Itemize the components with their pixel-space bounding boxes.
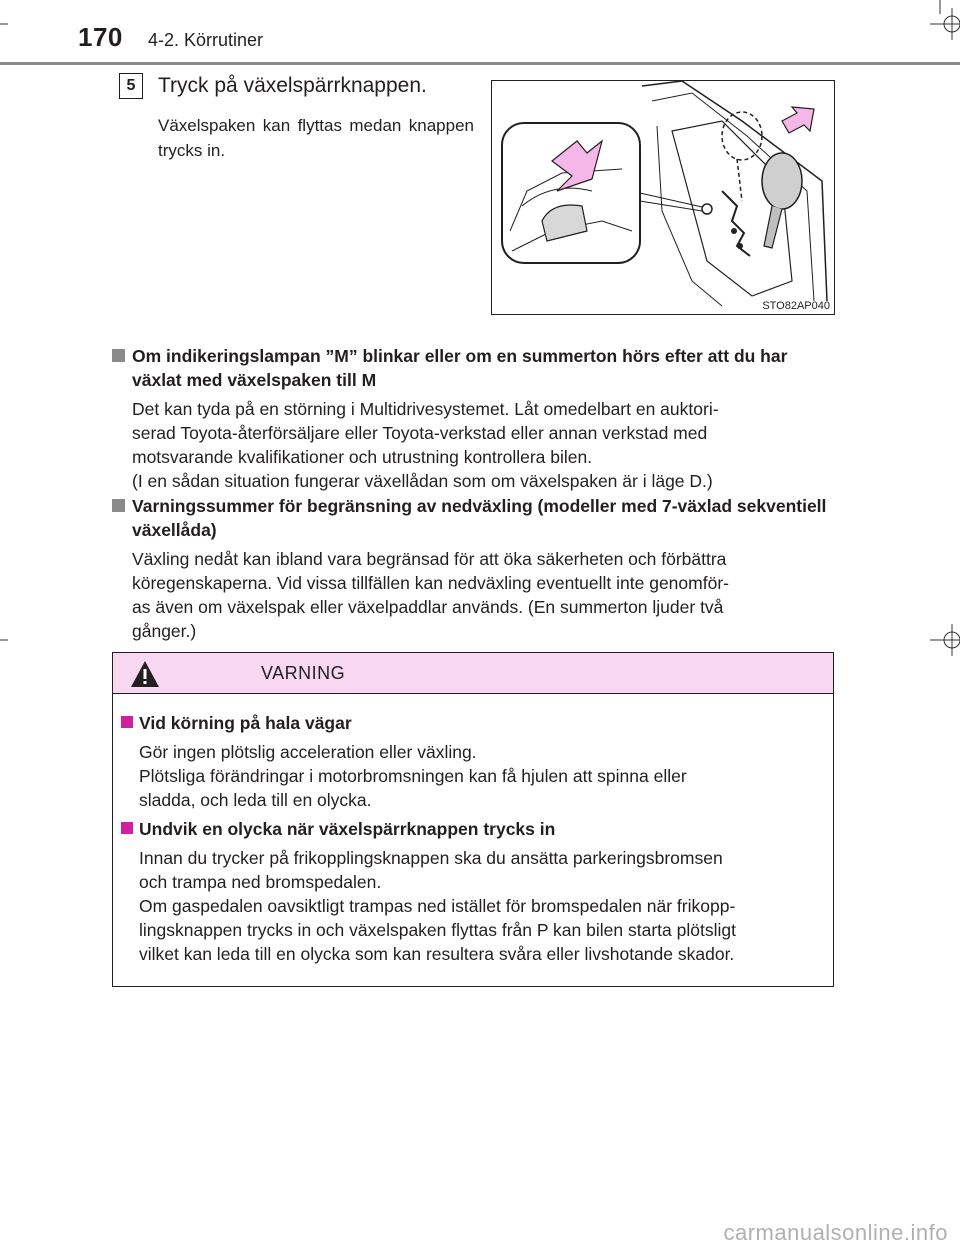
note-indicator-lamp [112, 344, 834, 493]
note-heading-text: Om indikeringslampan ”M” blinkar eller om en summerton hörs efter att du har växlat med växelspaken till M [132, 346, 788, 390]
page-number: 170 [78, 22, 123, 52]
note-body [112, 397, 834, 493]
step-description: Växelspaken kan flyttas medan knappen trycks in. [158, 116, 474, 160]
figure-code: STO82AP040 [762, 300, 830, 312]
note-line: motsvarande kvalifikationer och utrustning kontrollera bilen. [132, 447, 593, 467]
warning-line: lingsknappen trycks in och växelspaken flyttas från P kan bilen starta plötsligt [139, 920, 736, 940]
warning-line: Plötsliga förändringar i motorbromsningen kan få hjulen att spinna eller [139, 766, 687, 786]
warning-bullet-icon [121, 822, 133, 834]
warning-line: och trampa ned bromspedalen. [139, 872, 382, 892]
note-heading-text: Varningssummer för begränsning av nedväxling (modeller med 7-växlad sekventiell växellåda) [132, 496, 827, 540]
warning-item-heading [121, 711, 821, 735]
warning-item-body [121, 846, 821, 966]
warning-line: Gör ingen plötslig acceleration eller växling. [139, 742, 477, 762]
warning-item-heading [121, 817, 821, 841]
note-line: as även om växelspak eller växelpaddlar används. (En summerton ljuder två [132, 597, 724, 617]
warning-heading-text: Undvik en olycka när växelspärrknappen trycks in [139, 819, 556, 839]
note-body [112, 547, 834, 643]
shift-lever-illustration-icon [492, 81, 834, 314]
note-line: Det kan tyda på en störning i Multidrivesystemet. Låt omedelbart en auktori- [132, 399, 719, 419]
warning-triangle-icon [129, 659, 161, 689]
note-line: köregenskaperna. Vid vissa tillfällen kan nedväxling eventuellt inte genomför- [132, 573, 729, 593]
warning-title: VARNING [261, 663, 346, 683]
note-line: (I en sådan situation fungerar växellådan som om växelspaken är i läge D.) [132, 471, 713, 491]
warning-header [113, 653, 833, 694]
note-line: Växling nedåt kan ibland vara begränsad för att öka säkerheten och förbättra [132, 549, 727, 569]
note-downshift-buzzer [112, 494, 834, 643]
warning-line: Innan du trycker på frikopplingsknappen ska du ansätta parkeringsbromsen [139, 848, 723, 868]
note-line: gånger.) [132, 621, 197, 641]
note-heading [112, 344, 834, 392]
warning-box [112, 652, 834, 987]
note-bullet-icon [112, 349, 125, 362]
watermark: carmanualsonline.info [723, 1220, 948, 1245]
step-title: Tryck på växelspärrknappen. [158, 74, 427, 97]
header-divider [0, 62, 960, 65]
note-bullet-icon [112, 499, 125, 512]
note-heading [112, 494, 834, 542]
shift-lever-figure [491, 80, 835, 315]
warning-line: vilket kan leda till en olycka som kan resultera svåra eller livshotande skador. [139, 944, 735, 964]
step-number-badge: 5 [119, 73, 143, 99]
warning-bullet-icon [121, 716, 133, 728]
warning-item-body [121, 740, 821, 812]
warning-item-shift-lock [121, 817, 821, 966]
warning-line: Om gaspedalen oavsiktligt trampas ned istället för bromspedalen när frikopp- [139, 896, 736, 916]
warning-item-slippery-roads [121, 711, 821, 812]
section-title: 4-2. Körrutiner [148, 30, 264, 50]
warning-heading-text: Vid körning på hala vägar [139, 713, 352, 733]
warning-line: sladda, och leda till en olycka. [139, 790, 372, 810]
note-line: serad Toyota-återförsäljare eller Toyota-verkstad eller annan verkstad med [132, 423, 708, 443]
